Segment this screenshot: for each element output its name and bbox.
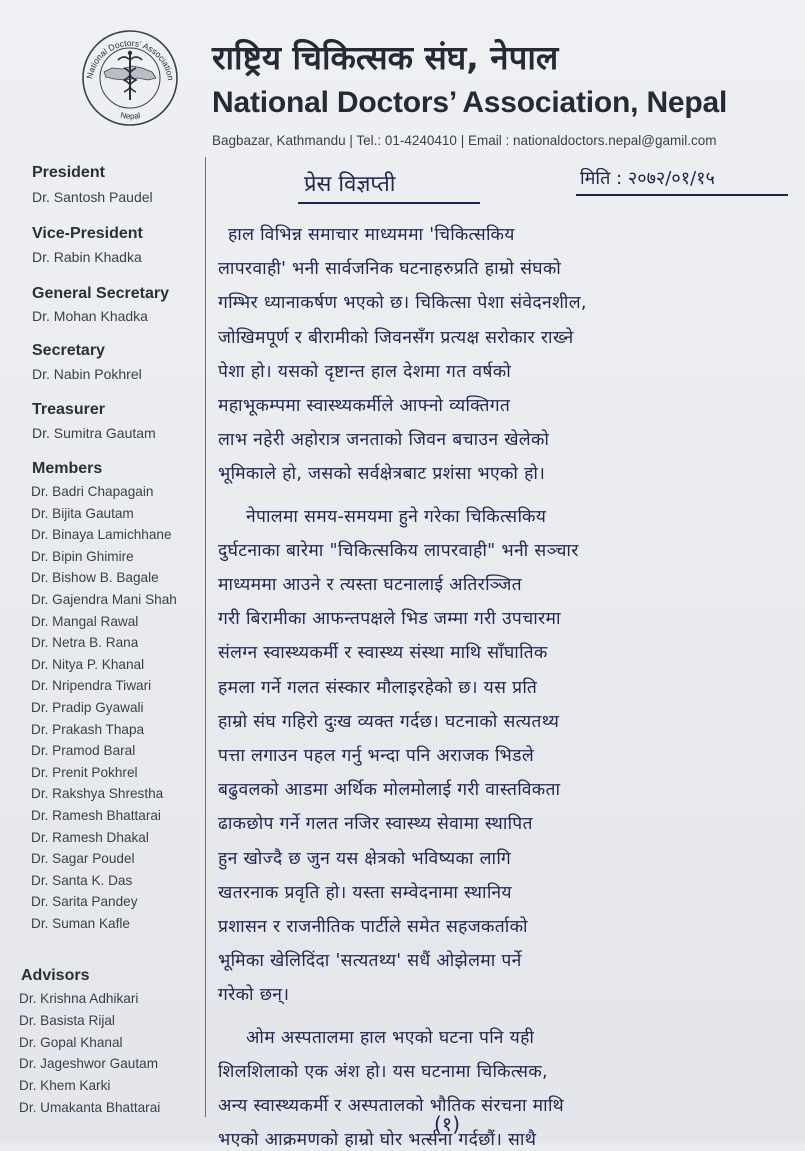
role-general-secretary: General Secretary <box>32 285 169 302</box>
logo-text-top: National Doctors’ Association <box>84 37 176 82</box>
advisor-name: Dr. Khem Karki <box>19 1078 111 1094</box>
member-name: Dr. Pramod Baral <box>31 743 136 759</box>
member-name: Dr. Suman Kafle <box>31 916 130 931</box>
letter-line: माध्यममा आउने र त्यस्ता घटनालाई अतिरञ्जित <box>218 575 522 595</box>
member-name: Dr. Sarita Pandey <box>31 894 138 910</box>
letter-line: हाम्रो संघ गहिरो दुःख व्यक्त गर्दछ। घटनाको सत्यतथ्य <box>218 711 560 732</box>
member-name: Dr. Sagar Poudel <box>31 851 135 867</box>
letter-line: भएको आक्रमणको हाम्रो घोर भर्त्सना गर्दछौं। साथै <box>218 1130 537 1151</box>
member-name: Dr. Rakshya Shrestha <box>31 786 164 802</box>
letter-line: जोखिमपूर्ण र बीरामीको जिवनसँग प्रत्यक्ष सरोकार राख्ने <box>218 327 574 348</box>
letter-line: अन्य स्वास्थ्यकर्मी र अस्पतालको भौतिक संरचना माथि <box>218 1096 564 1116</box>
member-name: Dr. Netra B. Rana <box>31 635 139 651</box>
letter-line: गम्भिर ध्यानाकर्षण भएको छ। चिकित्सा पेशा संवेदनशील, <box>218 293 587 314</box>
advisors-heading: Advisors <box>21 967 90 984</box>
letter-line: महाभूकम्पमा स्वास्थ्यकर्मीले आफ्नो व्यक्तिगत <box>218 396 511 416</box>
member-name: Dr. Prenit Pokhrel <box>31 764 138 780</box>
sidebar-divider <box>205 157 206 1117</box>
letter-line: भूमिका खेलिदिंदा 'सत्यतथ्य' सधैं ओझेलमा पर्ने <box>218 951 522 972</box>
press-release-body <box>212 160 802 1151</box>
member-name: Dr. Ramesh Dhakal <box>31 829 149 845</box>
letter-line: संलग्न स्वास्थ्यकर्मी र स्वास्थ्य संस्था माथि साँघातिक <box>218 643 548 664</box>
name-vice-president: Dr. Rabin Khadka <box>32 249 142 265</box>
member-name: Dr. Badri Chapagain <box>31 484 154 499</box>
member-name: Dr. Pradip Gyawali <box>31 700 144 715</box>
advisor-name: Dr. Umakanta Bhattarai <box>19 1100 161 1115</box>
member-name: Dr. Binaya Lamichhane <box>31 527 172 543</box>
name-general-secretary: Dr. Mohan Khadka <box>32 308 148 324</box>
name-treasurer: Dr. Sumitra Gautam <box>32 425 156 441</box>
role-vice-president: Vice-President <box>32 225 143 242</box>
letter-line: गरेको छन्। <box>218 985 290 1006</box>
page-number: (१) <box>434 1112 461 1136</box>
letter-line: शिलशिलाको एक अंश हो। यस घटनामा चिकित्सक, <box>218 1061 548 1082</box>
letter-line: ओम अस्पतालमा हाल भएको घटना पनि यही <box>246 1027 535 1048</box>
title-english: National Doctors’ Association, Nepal <box>212 86 728 119</box>
member-name: Dr. Nripendra Tiwari <box>31 678 152 694</box>
role-treasurer: Treasurer <box>32 401 105 418</box>
member-name: Dr. Gajendra Mani Shah <box>31 592 177 607</box>
press-release-date: मिति : २०७२/०१/१५ <box>580 168 715 189</box>
member-name: Dr. Nitya P. Khanal <box>31 656 145 672</box>
date-underline <box>576 194 788 196</box>
title-nepali: राष्ट्रिय चिकित्सक संघ, नेपाल <box>212 38 559 77</box>
letter-line: हुन खोज्दै छ जुन यस क्षेत्रको भविष्यका लागि <box>218 848 512 869</box>
contact-address: Bagbazar, Kathmandu | Tel.: 01-4240410 | Email : nationaldoctors.nepal@gamil.com <box>212 133 717 148</box>
letter-line: खतरनाक प्रवृति हो। यस्ता सम्वेदनामा स्थानिय <box>218 882 512 903</box>
logo-text-bottom: Nepal <box>119 110 142 121</box>
svg-text:Nepal <box>120 111 142 121</box>
advisor-name: Dr. Basista Rijal <box>19 1012 115 1028</box>
advisor-name: Dr. Jageshwor Gautam <box>19 1056 159 1072</box>
letter-line: हमला गर्ने गलत संस्कार मौलाइरहेको छ। यस प्रति <box>218 677 538 698</box>
letter-line: पत्ता लगाउन पहल गर्नु भन्दा पनि अराजक भिडले <box>218 746 534 766</box>
member-name: Dr. Mangal Rawal <box>31 613 139 629</box>
advisor-name: Dr. Gopal Khanal <box>19 1034 123 1050</box>
association-logo <box>80 28 180 128</box>
role-president: President <box>32 164 105 181</box>
letter-line: बढुवलको आडमा अर्थिक मोलमोलाई गरी वास्तविकता <box>218 780 561 801</box>
member-name: Dr. Bipin Ghimire <box>31 548 134 564</box>
letter-line: लापरवाही' भनी सार्वजनिक घटनाहरुप्रति हाम्रो संघको <box>218 259 562 280</box>
name-president: Dr. Santosh Paudel <box>32 189 153 205</box>
letter-line: दुर्घटनाका बारेमा "चिकित्सकिय लापरवाही" भनी सञ्चार <box>218 540 579 561</box>
letter-line: ढाकछोप गर्ने गलत नजिर स्वास्थ्य सेवामा स्थापित <box>218 814 533 835</box>
role-secretary: Secretary <box>32 342 105 359</box>
letter-line: गरी बिरामीका आफन्तपक्षले भिड जम्मा गरी उपचारमा <box>218 609 561 630</box>
letter-line: पेशा हो। यसको दृष्टान्त हाल देशमा गत वर्षको <box>218 361 512 382</box>
letter-line: हाल विभिन्न समाचार माध्यममा 'चिकित्सकिय <box>228 225 515 245</box>
members-heading: Members <box>32 460 103 477</box>
member-name: Dr. Santa K. Das <box>31 872 133 888</box>
press-release-title: प्रेस विज्ञप्ती <box>304 172 396 197</box>
member-name: Dr. Bijita Gautam <box>31 505 134 521</box>
name-secretary: Dr. Nabin Pokhrel <box>32 366 142 382</box>
letter-line: भूमिकाले हो, जसको सर्वक्षेत्रबाट प्रशंसा भएको हो। <box>218 464 546 485</box>
member-name: Dr. Prakash Thapa <box>31 721 145 737</box>
letter-line: नेपालमा समय-समयमा हुने गरेका चिकित्सकिय <box>246 506 547 527</box>
advisor-name: Dr. Krishna Adhikari <box>19 991 139 1006</box>
letter-line: लाभ नहेरी अहोरात्र जनताको जिवन बचाउन खेलेको <box>218 430 550 451</box>
letter-line: प्रशासन र राजनीतिक पार्टीले समेत सहजकर्ताको <box>218 917 528 937</box>
member-name: Dr. Ramesh Bhattarai <box>31 808 161 823</box>
title-underline <box>298 202 480 204</box>
member-name: Dr. Bishow B. Bagale <box>31 570 159 586</box>
